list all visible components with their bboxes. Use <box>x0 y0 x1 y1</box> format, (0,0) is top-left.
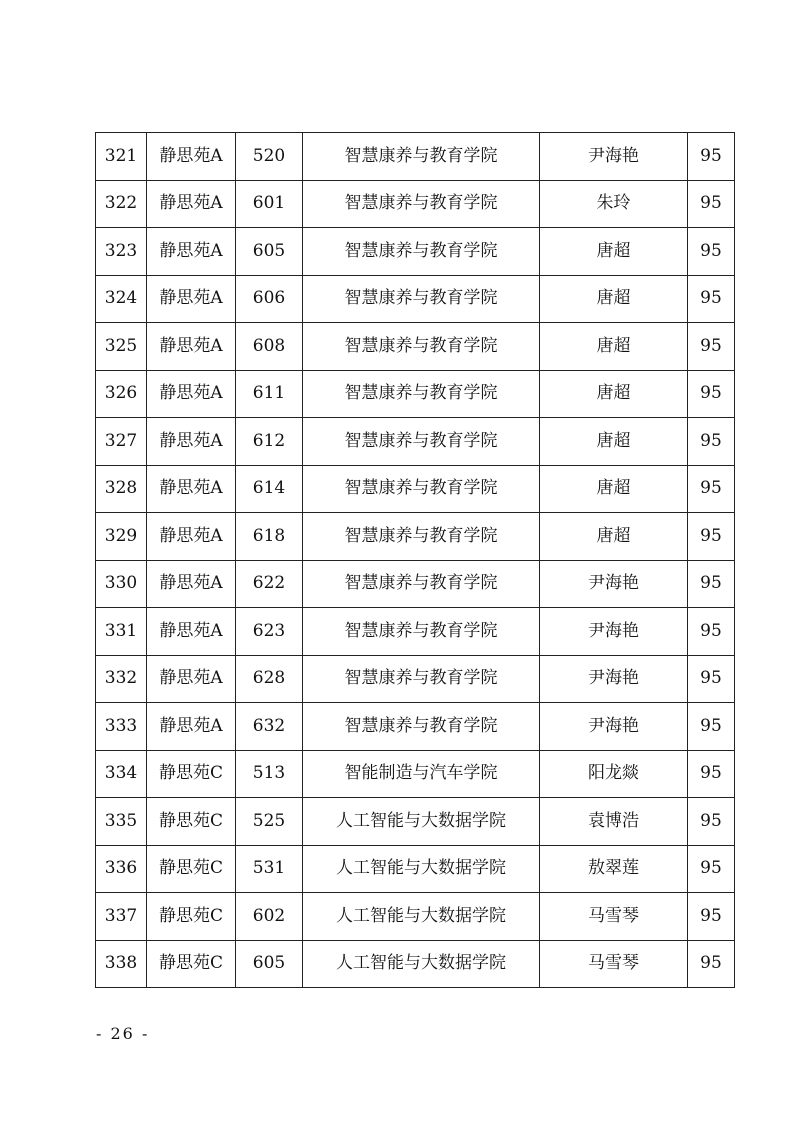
score-cell: 95 <box>688 323 735 371</box>
row-number-cell: 327 <box>96 418 147 466</box>
room-cell: 622 <box>236 560 303 608</box>
college-cell: 人工智能与大数据学院 <box>303 893 540 941</box>
score-cell: 95 <box>688 798 735 846</box>
score-cell: 95 <box>688 845 735 893</box>
row-number-cell: 336 <box>96 845 147 893</box>
dormitory-score-table <box>95 132 735 988</box>
room-cell: 632 <box>236 703 303 751</box>
score-cell: 95 <box>688 513 735 561</box>
room-cell: 605 <box>236 228 303 276</box>
college-cell: 智能制造与汽车学院 <box>303 750 540 798</box>
building-cell: 静思苑C <box>147 845 236 893</box>
score-cell: 95 <box>688 940 735 988</box>
table-body <box>96 133 735 988</box>
college-cell: 智慧康养与教育学院 <box>303 133 540 181</box>
college-cell: 智慧康养与教育学院 <box>303 323 540 371</box>
room-cell: 602 <box>236 893 303 941</box>
table-row <box>96 228 735 276</box>
table-row <box>96 370 735 418</box>
college-cell: 智慧康养与教育学院 <box>303 418 540 466</box>
room-cell: 608 <box>236 323 303 371</box>
building-cell: 静思苑A <box>147 608 236 656</box>
building-cell: 静思苑A <box>147 228 236 276</box>
college-cell: 智慧康养与教育学院 <box>303 180 540 228</box>
row-number-cell: 331 <box>96 608 147 656</box>
row-number-cell: 326 <box>96 370 147 418</box>
score-cell: 95 <box>688 370 735 418</box>
table-row <box>96 465 735 513</box>
building-cell: 静思苑A <box>147 655 236 703</box>
row-number-cell: 329 <box>96 513 147 561</box>
building-cell: 静思苑A <box>147 323 236 371</box>
row-number-cell: 335 <box>96 798 147 846</box>
room-cell: 623 <box>236 608 303 656</box>
building-cell: 静思苑A <box>147 275 236 323</box>
room-cell: 605 <box>236 940 303 988</box>
building-cell: 静思苑A <box>147 703 236 751</box>
room-cell: 614 <box>236 465 303 513</box>
college-cell: 智慧康养与教育学院 <box>303 703 540 751</box>
teacher-cell: 尹海艳 <box>540 560 688 608</box>
teacher-cell: 唐超 <box>540 323 688 371</box>
row-number-cell: 321 <box>96 133 147 181</box>
room-cell: 520 <box>236 133 303 181</box>
row-number-cell: 333 <box>96 703 147 751</box>
room-cell: 618 <box>236 513 303 561</box>
score-cell: 95 <box>688 133 735 181</box>
row-number-cell: 332 <box>96 655 147 703</box>
table-row <box>96 655 735 703</box>
table-row <box>96 560 735 608</box>
score-cell: 95 <box>688 275 735 323</box>
table-row <box>96 940 735 988</box>
college-cell: 智慧康养与教育学院 <box>303 513 540 561</box>
teacher-cell: 尹海艳 <box>540 703 688 751</box>
table-row <box>96 275 735 323</box>
college-cell: 智慧康养与教育学院 <box>303 608 540 656</box>
room-cell: 513 <box>236 750 303 798</box>
building-cell: 静思苑A <box>147 370 236 418</box>
score-cell: 95 <box>688 228 735 276</box>
teacher-cell: 阳龙燚 <box>540 750 688 798</box>
room-cell: 601 <box>236 180 303 228</box>
row-number-cell: 323 <box>96 228 147 276</box>
score-cell: 95 <box>688 703 735 751</box>
building-cell: 静思苑C <box>147 798 236 846</box>
row-number-cell: 328 <box>96 465 147 513</box>
building-cell: 静思苑A <box>147 418 236 466</box>
table-row <box>96 608 735 656</box>
building-cell: 静思苑A <box>147 560 236 608</box>
table-row <box>96 893 735 941</box>
teacher-cell: 唐超 <box>540 465 688 513</box>
building-cell: 静思苑A <box>147 180 236 228</box>
page-number: - 26 - <box>96 1024 150 1043</box>
row-number-cell: 330 <box>96 560 147 608</box>
college-cell: 人工智能与大数据学院 <box>303 798 540 846</box>
score-cell: 95 <box>688 180 735 228</box>
row-number-cell: 322 <box>96 180 147 228</box>
table-row <box>96 798 735 846</box>
row-number-cell: 334 <box>96 750 147 798</box>
room-cell: 628 <box>236 655 303 703</box>
college-cell: 智慧康养与教育学院 <box>303 560 540 608</box>
score-cell: 95 <box>688 465 735 513</box>
teacher-cell: 唐超 <box>540 228 688 276</box>
college-cell: 智慧康养与教育学院 <box>303 275 540 323</box>
table-row <box>96 513 735 561</box>
building-cell: 静思苑C <box>147 893 236 941</box>
building-cell: 静思苑A <box>147 513 236 561</box>
teacher-cell: 唐超 <box>540 370 688 418</box>
table-row <box>96 703 735 751</box>
teacher-cell: 唐超 <box>540 418 688 466</box>
college-cell: 智慧康养与教育学院 <box>303 465 540 513</box>
building-cell: 静思苑C <box>147 750 236 798</box>
room-cell: 525 <box>236 798 303 846</box>
college-cell: 智慧康养与教育学院 <box>303 228 540 276</box>
teacher-cell: 尹海艳 <box>540 133 688 181</box>
room-cell: 612 <box>236 418 303 466</box>
teacher-cell: 唐超 <box>540 275 688 323</box>
score-cell: 95 <box>688 418 735 466</box>
teacher-cell: 敖翠莲 <box>540 845 688 893</box>
score-cell: 95 <box>688 655 735 703</box>
table-row <box>96 750 735 798</box>
table-row <box>96 845 735 893</box>
teacher-cell: 马雪琴 <box>540 893 688 941</box>
teacher-cell: 尹海艳 <box>540 608 688 656</box>
row-number-cell: 338 <box>96 940 147 988</box>
table-row <box>96 323 735 371</box>
teacher-cell: 尹海艳 <box>540 655 688 703</box>
row-number-cell: 337 <box>96 893 147 941</box>
college-cell: 人工智能与大数据学院 <box>303 845 540 893</box>
college-cell: 智慧康养与教育学院 <box>303 655 540 703</box>
score-cell: 95 <box>688 608 735 656</box>
table-row <box>96 180 735 228</box>
building-cell: 静思苑A <box>147 133 236 181</box>
score-cell: 95 <box>688 893 735 941</box>
room-cell: 531 <box>236 845 303 893</box>
building-cell: 静思苑C <box>147 940 236 988</box>
teacher-cell: 袁博浩 <box>540 798 688 846</box>
college-cell: 人工智能与大数据学院 <box>303 940 540 988</box>
teacher-cell: 朱玲 <box>540 180 688 228</box>
teacher-cell: 马雪琴 <box>540 940 688 988</box>
teacher-cell: 唐超 <box>540 513 688 561</box>
score-cell: 95 <box>688 750 735 798</box>
row-number-cell: 324 <box>96 275 147 323</box>
row-number-cell: 325 <box>96 323 147 371</box>
table-row <box>96 418 735 466</box>
room-cell: 606 <box>236 275 303 323</box>
room-cell: 611 <box>236 370 303 418</box>
score-cell: 95 <box>688 560 735 608</box>
college-cell: 智慧康养与教育学院 <box>303 370 540 418</box>
table-row <box>96 133 735 181</box>
building-cell: 静思苑A <box>147 465 236 513</box>
